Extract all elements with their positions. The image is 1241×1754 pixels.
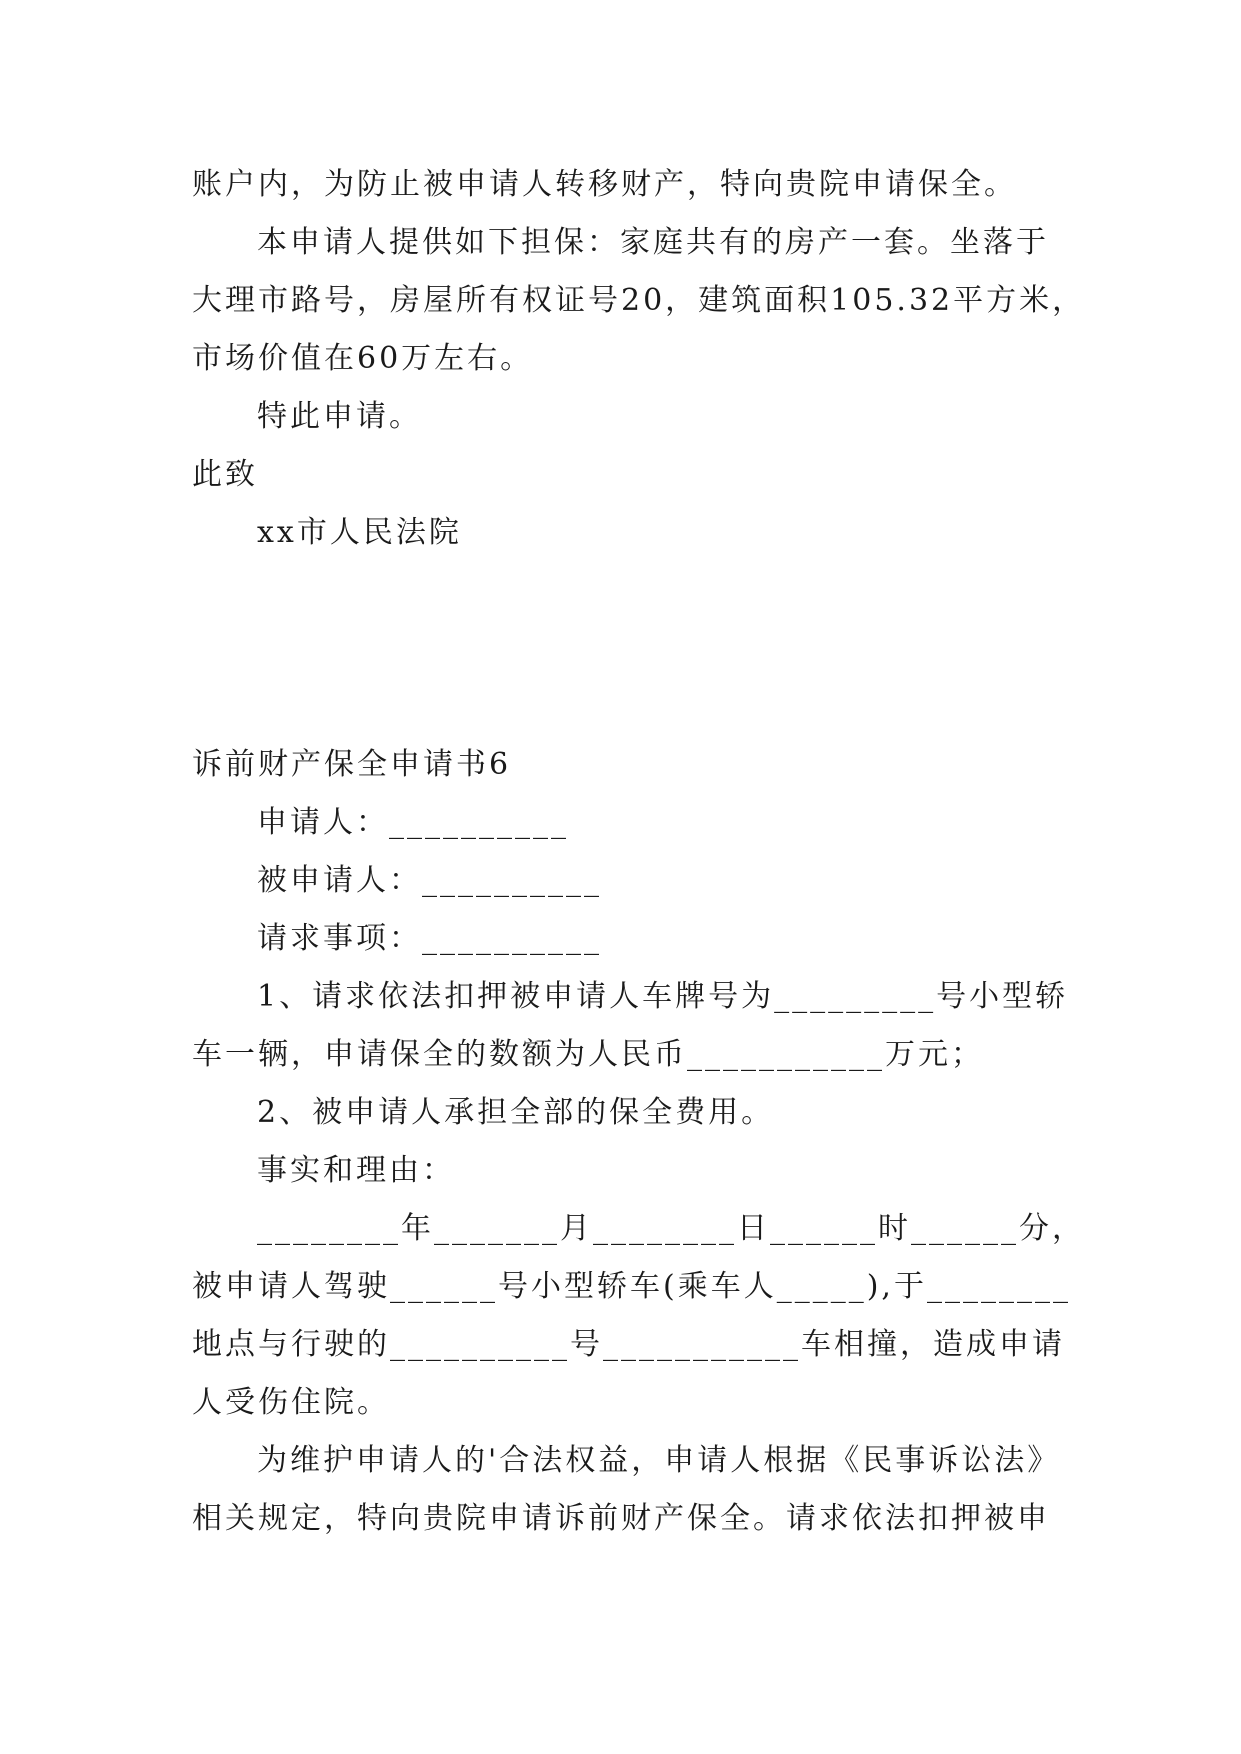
paragraph-line-1: 账户内，为防止被申请人转移财产，特向贵院申请保全。 <box>192 167 1017 202</box>
request-item-2: 2、被申请人承担全部的保全费用。 <box>257 1095 775 1130</box>
paragraph-line-3: 大理市路号，房屋所有权证号20，建筑面积105.32平方米， <box>192 283 1086 318</box>
recipient-line: xx市人民法院 <box>257 515 462 550</box>
reason-line-2: 相关规定，特向贵院申请诉前财产保全。请求依法扣押被申 <box>192 1501 1050 1536</box>
applicant-field: 申请人：__________ <box>257 805 569 840</box>
facts-line-4: 人受伤住院。 <box>192 1385 390 1420</box>
facts-heading: 事实和理由： <box>257 1153 455 1188</box>
request-item-1-line-2: 车一辆，申请保全的数额为人民币___________万元； <box>192 1037 984 1072</box>
section-title: 诉前财产保全申请书6 <box>192 747 512 782</box>
reason-line-1: 为维护申请人的'合法权益，申请人根据《民事诉讼法》 <box>257 1443 1061 1478</box>
facts-line-1: ________年_______月________日______时______分， <box>257 1211 1085 1246</box>
paragraph-line-5: 特此申请。 <box>257 399 422 434</box>
paragraph-line-2: 本申请人提供如下担保：家庭共有的房产一套。坐落于 <box>257 225 1049 260</box>
request-items-field: 请求事项：__________ <box>257 921 602 956</box>
respondent-field: 被申请人：__________ <box>257 863 602 898</box>
facts-line-3: 地点与行驶的__________号___________车相撞，造成申请 <box>192 1327 1065 1362</box>
request-item-1-line-1: 1、请求依法扣押被申请人车牌号为_________号小型轿 <box>257 979 1069 1014</box>
facts-line-2: 被申请人驾驶______号小型轿车(乘车人_____),于________ <box>192 1269 1071 1304</box>
paragraph-line-4: 市场价值在60万左右。 <box>192 341 534 376</box>
salutation-line: 此致 <box>192 457 258 492</box>
